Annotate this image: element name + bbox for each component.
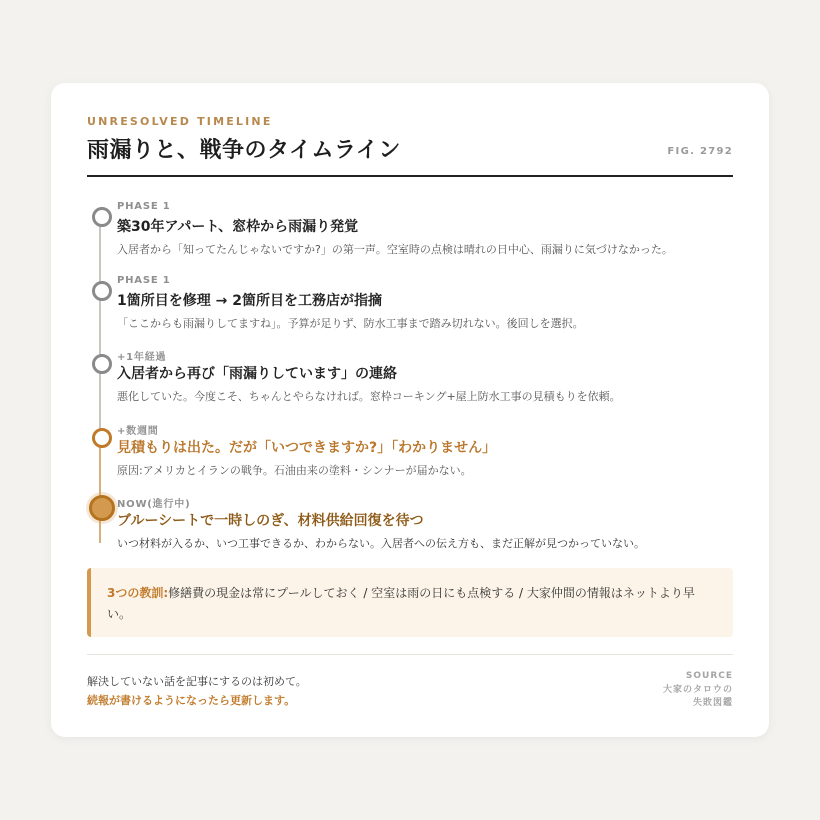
event-heading: 見積もりは出た。だが「いつできますか?」「わかりません」 [117, 440, 497, 456]
timeline-card [51, 83, 769, 737]
lessons-callout [87, 568, 733, 637]
lessons-text: 修繕費の現金は常にプールしておく / 空室は雨の日にも点検する / 大家仲間の情報はネットより早い。 [107, 586, 695, 621]
event-heading: 1箇所目を修理 → 2箇所目を工務店が指摘 [117, 293, 382, 309]
title-divider [87, 175, 733, 177]
event-heading: ブルーシートで一時しのぎ、材料供給回復を待つ [117, 513, 424, 529]
eyebrow-label: UNRESOLVED TIMELINE [87, 115, 273, 128]
footer-line: 解決していない話を記事にするのは初めて。 [87, 675, 307, 688]
timeline-dot [92, 354, 112, 374]
source-name: 大家のタロウの [662, 684, 733, 695]
source-label: SOURCE [685, 671, 733, 681]
footer-note [87, 672, 307, 710]
figure-number: FIG. 2792 [667, 146, 733, 157]
timeline-dot-current [89, 495, 115, 521]
event-description: 悪化していた。今度こそ、ちゃんとやらなければ。窓枠コーキング+屋上防水工事の見積もりを依頼。 [117, 390, 621, 403]
source-credit [663, 670, 733, 711]
timeline-dot-warning [92, 428, 112, 448]
phase-label: +1年経過 [117, 352, 167, 363]
event-description: 入居者から「知ってたんじゃないですか?」の第一声。空室時の点検は晴れの日中心、雨漏りに気づけなかった。 [117, 243, 673, 256]
timeline-dot [92, 281, 112, 301]
event-description: 原因:アメリカとイランの戦争。石油由来の塗料・シンナーが届かない。 [117, 464, 472, 477]
event-description: いつ材料が入るか、いつ工事できるか、わからない。入居者への伝え方も、まだ正解が見つかっていない。 [117, 537, 645, 550]
phase-label: PHASE 1 [117, 275, 171, 286]
page-title: 雨漏りと、戦争のタイムライン [87, 138, 401, 163]
event-description: 「ここからも雨漏りしてますね」。予算が足りず、防水工事まで踏み切れない。後回しを選択。 [117, 317, 584, 330]
phase-label: PHASE 1 [117, 201, 171, 212]
phase-label: NOW(進行中) [117, 499, 191, 510]
source-name: 失敗図鑑 [692, 698, 733, 708]
lessons-label: 3つの教訓: [107, 586, 169, 600]
footer-divider [87, 654, 733, 655]
event-heading: 入居者から再び「雨漏りしています」の連絡 [117, 366, 397, 382]
event-heading: 築30年アパート、窓枠から雨漏り発覚 [117, 219, 359, 235]
footer-update-note: 続報が書けるようになったら更新します。 [87, 694, 296, 707]
phase-label: +数週間 [117, 426, 159, 437]
timeline-line-accent [99, 437, 101, 543]
timeline-dot [92, 207, 112, 227]
